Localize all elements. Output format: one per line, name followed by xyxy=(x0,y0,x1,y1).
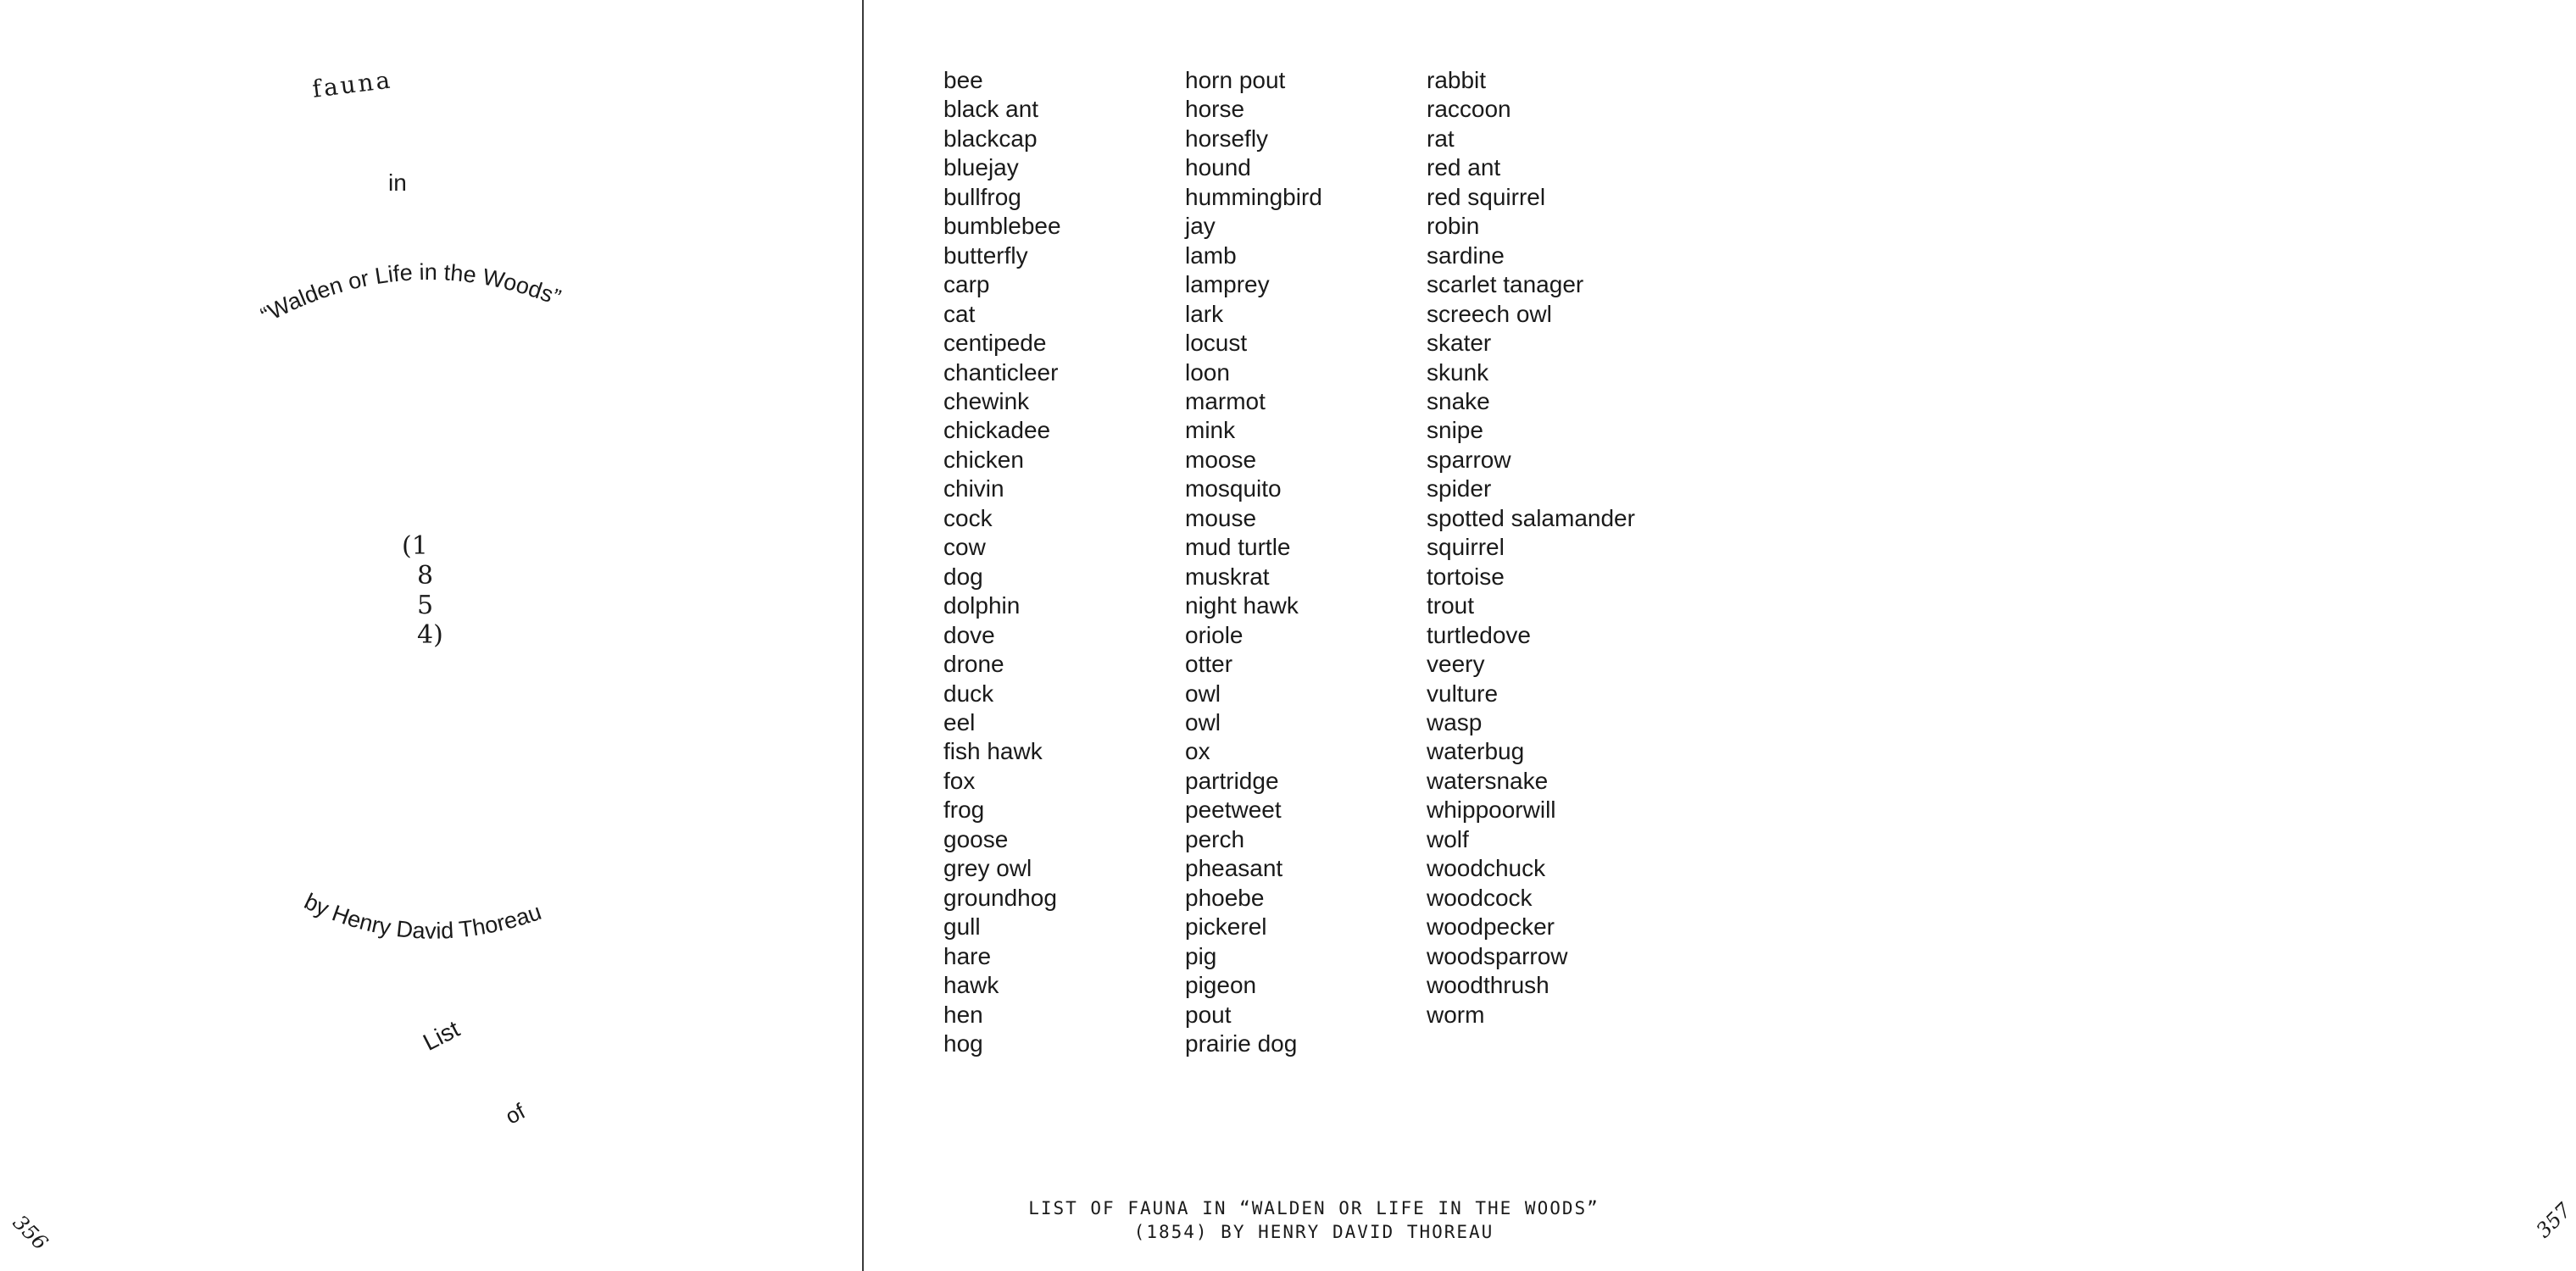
fauna-list-item: spider xyxy=(1427,475,1492,502)
fauna-list-item: chanticleer xyxy=(943,358,1059,386)
fauna-list-item: otter xyxy=(1185,651,1233,678)
fauna-list-item: fish hawk xyxy=(943,738,1043,765)
fauna-list-item: rat xyxy=(1427,125,1455,152)
fauna-list-item: raccoon xyxy=(1427,96,1511,123)
fauna-list-item: woodthrush xyxy=(1427,972,1549,999)
fauna-list-item: loon xyxy=(1185,358,1230,386)
year-digit: 8 xyxy=(417,561,434,591)
fauna-list-item: oriole xyxy=(1185,621,1243,648)
fauna-column-3 xyxy=(1427,66,1668,1058)
fauna-list-item: perch xyxy=(1185,825,1245,852)
fauna-list-item: moose xyxy=(1185,446,1257,473)
fauna-column-2 xyxy=(1185,66,1427,1058)
fauna-list-item: lamb xyxy=(1185,241,1237,269)
fauna-list-item: tortoise xyxy=(1427,563,1505,590)
fauna-list-item: mud turtle xyxy=(1185,534,1291,561)
fauna-list-item: frog xyxy=(943,796,985,824)
fauna-list-item: pigeon xyxy=(1185,972,1257,999)
fauna-list-item: mouse xyxy=(1185,504,1257,531)
year-digit: 5 xyxy=(417,591,434,620)
fauna-list-item: night hawk xyxy=(1185,592,1299,619)
fauna-list-item: cat xyxy=(943,300,976,327)
title-word-of: of xyxy=(501,1098,530,1129)
year-digit: (1 xyxy=(402,531,428,561)
fauna-list-item: chickadee xyxy=(943,417,1051,444)
byline-curved xyxy=(292,881,572,957)
fauna-list-item: black ant xyxy=(943,96,1039,123)
title-word-list: List xyxy=(419,1015,464,1056)
fauna-list-item: grey owl xyxy=(943,855,1032,882)
page-number-left: 356 xyxy=(8,1210,53,1255)
fauna-list-item: hare xyxy=(943,942,992,969)
fauna-list-item: muskrat xyxy=(1185,563,1270,590)
fauna-list-item: lamprey xyxy=(1185,271,1270,298)
fauna-list-item: snipe xyxy=(1427,417,1483,444)
fauna-list-item: groundhog xyxy=(943,884,1057,911)
fauna-list-item: mink xyxy=(1185,417,1236,444)
fauna-list-item: dolphin xyxy=(943,592,1021,619)
fauna-list-item: dog xyxy=(943,563,983,590)
page-gutter-line xyxy=(862,0,864,1271)
fauna-list-item: carp xyxy=(943,271,990,298)
fauna-list-item: red squirrel xyxy=(1427,183,1546,210)
fauna-list-item: sparrow xyxy=(1427,446,1511,473)
fauna-list-item: rabbit xyxy=(1427,67,1487,93)
fauna-list-item: woodcock xyxy=(1427,884,1533,911)
fauna-list-item: scarlet tanager xyxy=(1427,271,1584,298)
book-title-text: “Walden or Life in the Woods” xyxy=(256,258,565,329)
fauna-list-item: phoebe xyxy=(1185,884,1265,911)
fauna-list-item: hummingbird xyxy=(1185,183,1322,210)
fauna-list-item: peetweet xyxy=(1185,796,1282,824)
book-title-curved xyxy=(254,254,627,347)
fauna-list-item: chicken xyxy=(943,446,1024,473)
fauna-list-item: owl xyxy=(1185,680,1221,707)
svg-text:by Henry David Thoreau xyxy=(300,888,544,943)
fauna-list-item: bumblebee xyxy=(943,213,1061,240)
fauna-list-item: dove xyxy=(943,621,995,648)
fauna-list-item: pout xyxy=(1185,1001,1232,1028)
fauna-list-item: hen xyxy=(943,1001,983,1028)
running-footer-title xyxy=(966,1196,1661,1244)
fauna-list-item: owl xyxy=(1185,708,1221,735)
fauna-column-1 xyxy=(943,66,1185,1058)
fauna-list-item: drone xyxy=(943,651,1004,678)
fauna-list-item: hog xyxy=(943,1030,983,1057)
fauna-list-item: woodsparrow xyxy=(1427,942,1568,969)
fauna-list-item: screech owl xyxy=(1427,300,1552,327)
fauna-list-item: worm xyxy=(1427,1001,1485,1028)
right-page xyxy=(865,0,2576,1271)
fauna-list-item: horn pout xyxy=(1185,67,1286,93)
fauna-list-item: eel xyxy=(943,708,976,735)
fauna-list-item: goose xyxy=(943,825,1009,852)
fauna-list-item: skater xyxy=(1427,330,1492,357)
fauna-list-item: sardine xyxy=(1427,241,1505,269)
footer-title-line-1: LIST OF FAUNA IN “WALDEN OR LIFE IN THE WOODS” xyxy=(1028,1198,1600,1218)
fauna-list-item: chewink xyxy=(943,387,1030,414)
fauna-list-item: chivin xyxy=(943,475,1004,502)
fauna-list-item: jay xyxy=(1185,213,1216,240)
fauna-list-item: mosquito xyxy=(1185,475,1282,502)
fauna-list-item: trout xyxy=(1427,592,1475,619)
fauna-list-item: horsefly xyxy=(1185,125,1269,152)
page-number-right: 357 xyxy=(2531,1198,2576,1243)
fauna-list-item: robin xyxy=(1427,213,1480,240)
year-digit: 4) xyxy=(417,620,443,650)
fauna-list-item: vulture xyxy=(1427,680,1499,707)
fauna-list-item: duck xyxy=(943,680,994,707)
fauna-list-item: wasp xyxy=(1427,708,1483,735)
fauna-list-item: woodpecker xyxy=(1427,913,1555,941)
fauna-list-item: marmot xyxy=(1185,387,1266,414)
fauna-list-item: horse xyxy=(1185,96,1245,123)
fauna-list-item: wolf xyxy=(1427,825,1469,852)
fauna-list-item: pickerel xyxy=(1185,913,1267,941)
fauna-list-item: gull xyxy=(943,913,981,941)
fauna-list-item: ox xyxy=(1185,738,1210,765)
fauna-list-item: hound xyxy=(1185,154,1251,181)
fauna-list-item: butterfly xyxy=(943,241,1028,269)
left-page xyxy=(0,0,863,1271)
fauna-list-item: locust xyxy=(1185,330,1248,357)
fauna-list-item: fox xyxy=(943,767,976,794)
fauna-list-item: bullfrog xyxy=(943,183,1021,210)
fauna-list-item: snake xyxy=(1427,387,1490,414)
fauna-list-item: prairie dog xyxy=(1185,1030,1298,1057)
fauna-list-item: turtledove xyxy=(1427,621,1531,648)
fauna-list-item: whippoorwill xyxy=(1427,796,1556,824)
year-vertical xyxy=(402,531,461,650)
footer-title-line-2: (1854) BY HENRY DAVID THOREAU xyxy=(1133,1222,1494,1242)
fauna-list-item: lark xyxy=(1185,300,1224,327)
fauna-list-item: blackcap xyxy=(943,125,1038,152)
fauna-list-item: woodchuck xyxy=(1427,855,1546,882)
fauna-list-item: waterbug xyxy=(1427,738,1525,765)
fauna-list-item: centipede xyxy=(943,330,1047,357)
fauna-list-item: partridge xyxy=(1185,767,1279,794)
title-word-fauna: fauna xyxy=(310,65,394,103)
fauna-list-item: hawk xyxy=(943,972,999,999)
fauna-list-item: cock xyxy=(943,504,993,531)
fauna-list-item: squirrel xyxy=(1427,534,1505,561)
fauna-list-item: watersnake xyxy=(1427,767,1549,794)
fauna-list-item: pheasant xyxy=(1185,855,1283,882)
title-word-in: in xyxy=(388,169,407,196)
fauna-list-item: veery xyxy=(1427,651,1485,678)
fauna-list xyxy=(943,66,1668,1058)
fauna-list-item: pig xyxy=(1185,942,1217,969)
fauna-list-item: cow xyxy=(943,534,986,561)
svg-text:“Walden or Life in the Woods” xyxy=(257,259,565,328)
fauna-list-item: bee xyxy=(943,67,983,93)
fauna-list-item: spotted salamander xyxy=(1427,504,1635,531)
fauna-list-item: bluejay xyxy=(943,154,1019,181)
fauna-list-item: skunk xyxy=(1427,358,1489,386)
byline-text: by Henry David Thoreau xyxy=(300,888,545,944)
fauna-list-item: red ant xyxy=(1427,154,1501,181)
